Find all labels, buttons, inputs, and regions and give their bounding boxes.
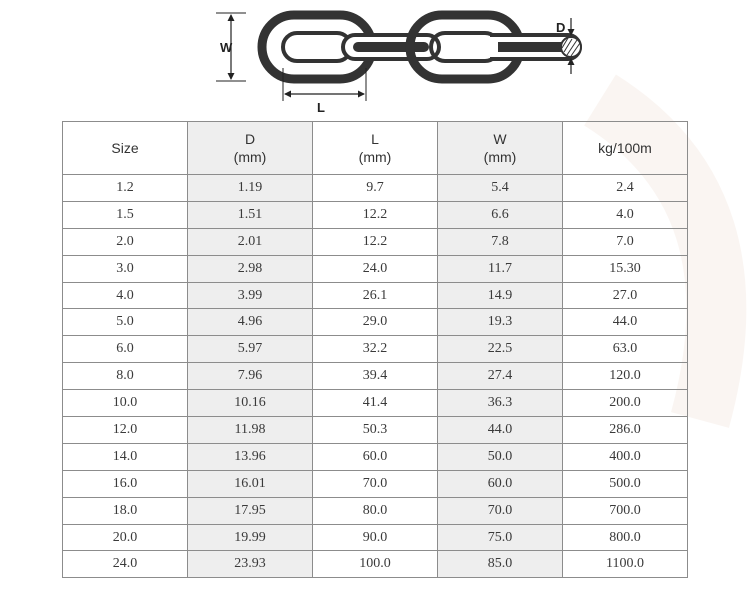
cell-size: 24.0 — [63, 551, 188, 578]
header-weight: kg/100m — [563, 122, 688, 175]
cell-d: 4.96 — [188, 309, 313, 336]
header-l: L (mm) — [313, 122, 438, 175]
cell-l: 70.0 — [313, 470, 438, 497]
cell-l: 50.3 — [313, 417, 438, 444]
cell-l: 80.0 — [313, 497, 438, 524]
table-row — [63, 497, 688, 524]
cell-d: 10.16 — [188, 390, 313, 417]
cell-l: 12.2 — [313, 228, 438, 255]
cell-d: 1.51 — [188, 201, 313, 228]
table-row — [63, 417, 688, 444]
cell-l: 90.0 — [313, 524, 438, 551]
cell-size: 1.2 — [63, 175, 188, 202]
cell-d: 1.19 — [188, 175, 313, 202]
cell-l: 100.0 — [313, 551, 438, 578]
header-d: D (mm) — [188, 122, 313, 175]
cell-w: 19.3 — [438, 309, 563, 336]
header-w: W (mm) — [438, 122, 563, 175]
table-row — [63, 390, 688, 417]
cell-size: 3.0 — [63, 255, 188, 282]
cell-size: 5.0 — [63, 309, 188, 336]
cell-l: 29.0 — [313, 309, 438, 336]
cell-l: 60.0 — [313, 443, 438, 470]
cell-d: 2.98 — [188, 255, 313, 282]
cell-weight: 7.0 — [563, 228, 688, 255]
cell-size: 12.0 — [63, 417, 188, 444]
cell-w: 50.0 — [438, 443, 563, 470]
cell-size: 20.0 — [63, 524, 188, 551]
cell-weight: 400.0 — [563, 443, 688, 470]
table-row — [63, 363, 688, 390]
cell-l: 12.2 — [313, 201, 438, 228]
cell-d: 7.96 — [188, 363, 313, 390]
cell-size: 10.0 — [63, 390, 188, 417]
header-size: Size — [63, 122, 188, 175]
cell-weight: 800.0 — [563, 524, 688, 551]
cell-w: 6.6 — [438, 201, 563, 228]
cell-weight: 500.0 — [563, 470, 688, 497]
cell-size: 4.0 — [63, 282, 188, 309]
cell-l: 9.7 — [313, 175, 438, 202]
cell-w: 14.9 — [438, 282, 563, 309]
cell-d: 16.01 — [188, 470, 313, 497]
dimension-label-l: L — [317, 100, 325, 115]
cell-size: 14.0 — [63, 443, 188, 470]
table-row — [63, 228, 688, 255]
cell-size: 8.0 — [63, 363, 188, 390]
table-row — [63, 470, 688, 497]
cell-w: 44.0 — [438, 417, 563, 444]
cell-w: 75.0 — [438, 524, 563, 551]
table-row — [63, 282, 688, 309]
table-row — [63, 255, 688, 282]
cell-w: 70.0 — [438, 497, 563, 524]
cell-l: 24.0 — [313, 255, 438, 282]
table-row — [63, 309, 688, 336]
chain-diagram — [210, 8, 590, 118]
table-header-row — [63, 122, 688, 175]
cell-w: 27.4 — [438, 363, 563, 390]
table-row — [63, 524, 688, 551]
cell-d: 2.01 — [188, 228, 313, 255]
cell-l: 39.4 — [313, 363, 438, 390]
cell-weight: 200.0 — [563, 390, 688, 417]
cell-size: 18.0 — [63, 497, 188, 524]
cell-d: 17.95 — [188, 497, 313, 524]
cell-w: 22.5 — [438, 336, 563, 363]
cell-d: 11.98 — [188, 417, 313, 444]
cell-weight: 286.0 — [563, 417, 688, 444]
table-row — [63, 443, 688, 470]
cell-w: 5.4 — [438, 175, 563, 202]
table-row — [63, 551, 688, 578]
cell-size: 2.0 — [63, 228, 188, 255]
chain-links-illustration — [210, 8, 590, 118]
table-row — [63, 336, 688, 363]
cell-d: 19.99 — [188, 524, 313, 551]
cell-l: 32.2 — [313, 336, 438, 363]
cell-w: 36.3 — [438, 390, 563, 417]
dimension-label-w: W — [220, 40, 233, 55]
cell-size: 6.0 — [63, 336, 188, 363]
cell-weight: 700.0 — [563, 497, 688, 524]
cell-weight: 63.0 — [563, 336, 688, 363]
cell-d: 3.99 — [188, 282, 313, 309]
cell-weight: 44.0 — [563, 309, 688, 336]
table-body — [63, 175, 688, 578]
cell-weight: 4.0 — [563, 201, 688, 228]
cell-weight: 15.30 — [563, 255, 688, 282]
cell-weight: 1100.0 — [563, 551, 688, 578]
cell-weight: 2.4 — [563, 175, 688, 202]
dimension-label-d: D — [556, 20, 566, 35]
cell-d: 13.96 — [188, 443, 313, 470]
table-row — [63, 175, 688, 202]
cell-w: 60.0 — [438, 470, 563, 497]
cell-l: 41.4 — [313, 390, 438, 417]
cell-l: 26.1 — [313, 282, 438, 309]
table-row — [63, 201, 688, 228]
cell-size: 1.5 — [63, 201, 188, 228]
cell-d: 5.97 — [188, 336, 313, 363]
cell-w: 85.0 — [438, 551, 563, 578]
cell-w: 7.8 — [438, 228, 563, 255]
cell-d: 23.93 — [188, 551, 313, 578]
cell-weight: 120.0 — [563, 363, 688, 390]
cell-weight: 27.0 — [563, 282, 688, 309]
cell-size: 16.0 — [63, 470, 188, 497]
chain-spec-table — [62, 121, 688, 578]
cell-w: 11.7 — [438, 255, 563, 282]
